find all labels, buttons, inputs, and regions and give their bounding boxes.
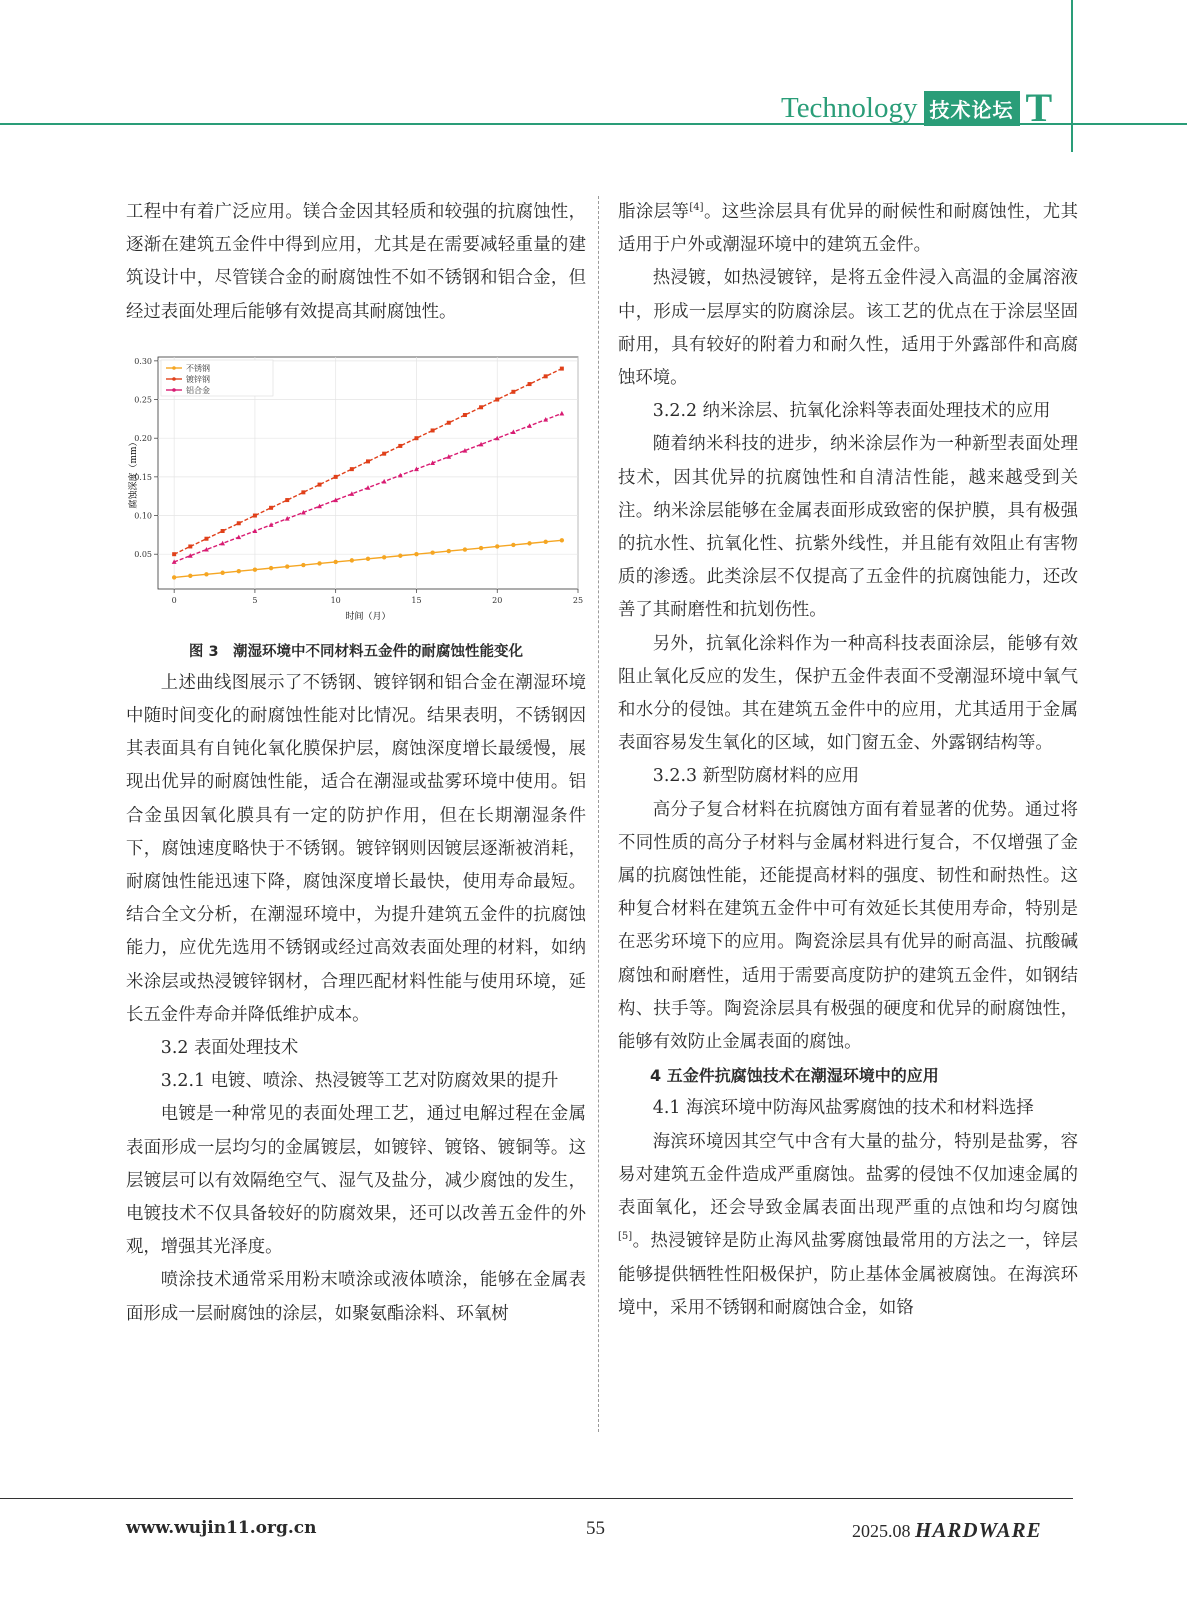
paragraph: 工程中有着广泛应用。镁合金因其轻质和较强的抗腐蚀性，逐渐在建筑五金件中得到应用，尤其是在需要减轻重量的建筑设计中，尽管镁合金的耐腐蚀性不如不锈钢和铝合金，但经过表面处理后能够有效提高其耐腐蚀性。 [126,202,586,322]
data-point [285,564,289,568]
data-point [495,544,499,548]
data-point [301,563,305,567]
legend [161,360,273,396]
x-tick-label: 0 [171,595,177,605]
y-tick-label: 0.30 [134,356,152,366]
citation-ref: [5] [618,1231,633,1243]
legend-marker [172,366,176,370]
data-point [528,382,532,386]
legend-marker [172,388,176,392]
section-heading-4: 4 五金件抗腐蚀技术在潮湿环境中的应用 [650,1066,939,1086]
section-heading-3-2-3: 3.2.3 新型防腐材料的应用 [652,766,860,787]
data-point [463,413,467,417]
paragraph [618,1126,1078,1325]
data-point [221,529,225,533]
section-heading-3-2: 3.2 表面处理技术 [160,1038,299,1059]
data-point [447,549,451,553]
page-number: 55 [586,1518,605,1539]
data-point [447,421,451,425]
footer-issue [852,1518,1042,1543]
x-axis-label: 时间（月） [345,611,391,622]
paragraph-text: 脂涂层等 [618,202,690,222]
data-point [414,552,418,556]
issue-date: 2025.08 [852,1521,911,1541]
x-tick-label: 10 [330,595,341,605]
x-tick-label: 20 [492,595,503,605]
data-point [237,569,241,573]
footer-rule [0,1498,1073,1499]
data-point [172,552,176,556]
paragraph: 喷涂技术通常采用粉末喷涂或液体喷涂，能够在金属表面形成一层耐腐蚀的涂层，如聚氨酯涂料、环氧树 [126,1270,586,1324]
magazine-name: HARDWARE [915,1518,1042,1542]
data-point [431,428,435,432]
footer-website: www.wujin11.org.cn [126,1518,317,1538]
legend-label: 不锈钢 [186,363,210,373]
paragraph-text: 。热浸镀锌是防止海风盐雾腐蚀最常用的方法之一，锌层能够提供牺牲性阳极保护，防止基体金属被腐蚀。在海滨环境中，采用不锈钢和耐腐蚀合金，如铬 [618,1231,1078,1318]
paragraph: 上述曲线图展示了不锈钢、镀锌钢和铝合金在潮湿环境中随时间变化的耐腐蚀性能对比情况。结果表明，不锈钢因其表面具有自钝化氧化膜保护层，腐蚀深度增长最缓慢，展现出优异的耐腐蚀性能，适合在潮湿或盐雾环境中使用。铝合金虽因氧化膜具有一定的防护作用，但在长期潮湿条件下，腐蚀速度略快于不锈钢。镀锌钢则因镀层逐渐被消耗，耐腐蚀性能迅速下降，腐蚀深度增长最快，使用寿命最短。结合全文分析，在潮湿环境中，为提升建筑五金件的抗腐蚀能力，应优先选用不锈钢或经过高效表面处理的材料，如纳米涂层或热浸镀锌钢材，合理匹配材料性能与使用环境，延长五金件寿命并降低维护成本。 [126,672,586,1025]
paragraph-text: 。这些涂层具有优异的耐候性和耐腐蚀性，尤其适用于户外或潮湿环境中的建筑五金件。 [618,202,1078,256]
paragraph: 热浸镀，如热浸镀锌，是将五金件浸入高温的金属溶液中，形成一层厚实的防腐涂层。该工艺的优点在于涂层坚固耐用，具有较好的附着力和耐久性，适用于外露部件和高腐蚀环境。 [618,268,1078,389]
figure-3-chart [126,349,586,629]
chart-svg [126,349,586,629]
data-point [479,546,483,550]
data-point [560,366,564,370]
data-point [511,390,515,394]
data-point [463,547,467,551]
citation-ref: [4] [689,202,704,214]
data-point [269,506,273,510]
paragraph [618,196,1078,262]
data-point [204,572,208,576]
y-tick-label: 0.20 [134,434,152,444]
data-point [333,560,337,564]
header-rule-vertical [1071,0,1073,152]
y-tick-label: 0.15 [134,472,152,482]
data-point [382,555,386,559]
data-point [188,573,192,577]
data-point [543,539,547,543]
data-point [350,558,354,562]
y-tick-label: 0.25 [134,395,152,405]
x-tick-label: 25 [572,595,584,605]
paragraph: 电镀是一种常见的表面处理工艺，通过电解过程在金属表面形成一层均匀的金属镀层，如镀锌、镀铬、镀铜等。这层镀层可以有效隔绝空气、湿气及盐分，减少腐蚀的发生，电镀技术不仅具备较好的防腐效果，还可以改善五金件的外观，增强其光泽度。 [126,1104,586,1258]
section-heading-3-2-2: 3.2.2 纳米涂层、抗氧化涂料等表面处理技术的应用 [652,401,1051,422]
section-heading-4-1: 4.1 海滨环境中防海风盐雾腐蚀的技术和材料选择 [652,1098,1034,1119]
section-title-cn: 技术论坛 [924,91,1020,126]
data-point [398,553,402,557]
data-point [366,459,370,463]
paragraph: 另外，抗氧化涂料作为一种高科技表面涂层，能够有效阻止氧化反应的发生，保护五金件表面不受潮湿环境中氧气和水分的侵蚀。其在建筑五金件中的应用，尤其适用于金属表面容易发生氧化的区域，如门窗五金、外露钢结构等。 [618,633,1078,754]
legend-label: 镀锌钢 [186,374,210,384]
data-point [318,482,322,486]
data-point [220,570,224,574]
section-title-letter: T [1025,85,1053,130]
data-point [560,538,564,542]
data-point [301,490,305,494]
data-point [479,405,483,409]
data-point [414,436,418,440]
data-point [382,451,386,455]
column-divider [598,196,599,1432]
data-point [350,467,354,471]
data-point [334,475,338,479]
x-tick-label: 15 [411,595,422,605]
data-point [172,575,176,579]
paragraph-text: 海滨环境因其空气中含有大量的盐分，特别是盐雾，容易对建筑五金件造成严重腐蚀。盐雾的侵蚀不仅加速金属的表面氧化，还会导致金属表面出现严重的点蚀和均匀腐蚀 [618,1131,1078,1219]
data-point [253,513,257,517]
left-column [126,196,586,1331]
section-header [781,85,1053,130]
data-point [366,556,370,560]
data-point [285,498,289,502]
right-column [618,196,1078,1325]
section-title-en: Technology [781,91,918,124]
data-point [269,566,273,570]
data-point [237,521,241,525]
y-axis-label: 腐蚀深度（mm） [129,437,139,509]
x-tick-label: 5 [252,595,258,605]
figure-caption: 图 3 潮湿环境中不同材料五金件的耐腐蚀性能变化 [188,643,524,660]
data-point [544,374,548,378]
data-point [398,444,402,448]
data-point [495,397,499,401]
legend-label: 铝合金 [186,385,210,395]
paragraph: 高分子复合材料在抗腐蚀方面有着显著的优势。通过将不同性质的高分子材料与金属材料进行复合，不仅增强了金属的抗腐蚀性能，还能提高材料的强度、韧性和耐热性。这种复合材料在建筑五金件中可有效延长其使用寿命，特别是在恶劣环境下的应用。陶瓷涂层具有优异的耐高温、抗酸碱腐蚀和耐磨性，适用于需要高度防护的建筑五金件，如钢结构、扶手等。陶瓷涂层具有极强的硬度和优异的耐腐蚀性，能够有效防止金属表面的腐蚀。 [618,799,1078,1053]
data-point [253,567,257,571]
data-point [430,550,434,554]
y-tick-label: 0.10 [134,511,152,521]
data-point [511,543,515,547]
data-point [204,537,208,541]
section-heading-3-2-1: 3.2.1 电镀、喷涂、热浸镀等工艺对防腐效果的提升 [160,1071,559,1092]
legend-marker [172,377,176,381]
y-tick-label: 0.05 [134,550,152,560]
data-point [188,544,192,548]
data-point [317,561,321,565]
data-point [527,541,531,545]
paragraph: 随着纳米科技的进步，纳米涂层作为一种新型表面处理技术，因其优异的抗腐蚀性和自清洁性能，越来越受到关注。纳米涂层能够在金属表面形成致密的保护膜，具有极强的抗水性、抗氧化性、抗紫外线性，并且能有效阻止有害物质的渗透。此类涂层不仅提高了五金件的抗腐蚀能力，还改善了其耐磨性和抗划伤性。 [618,434,1078,621]
